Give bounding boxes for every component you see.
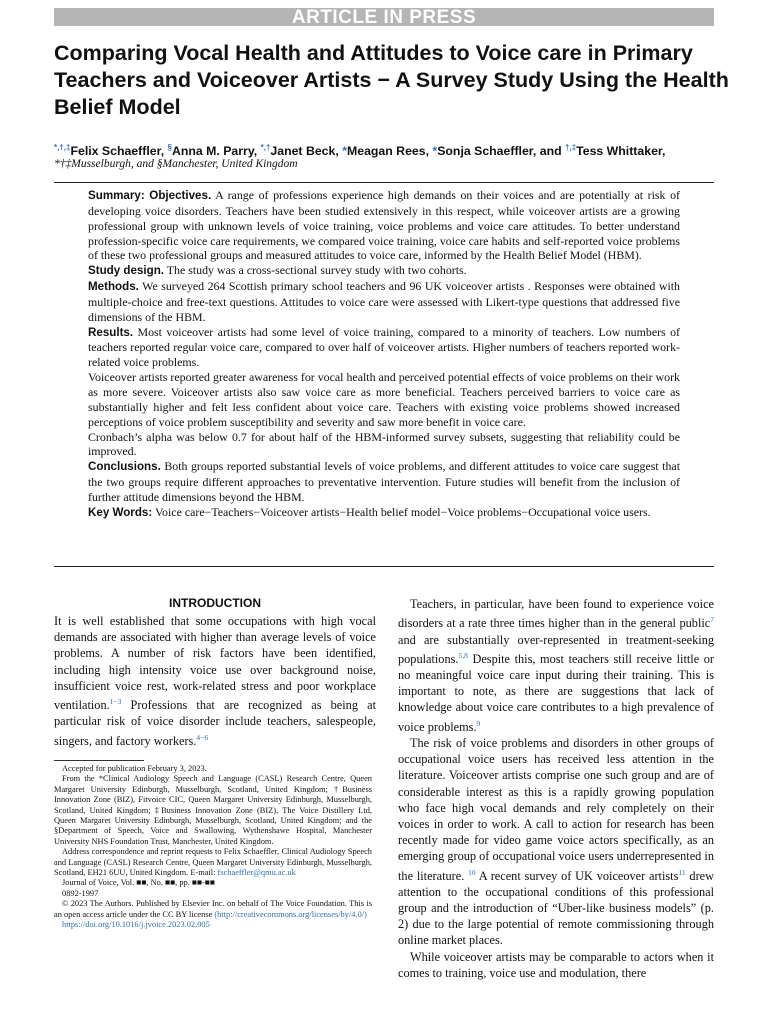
body-paragraph bbox=[398, 596, 714, 735]
email-link[interactable]: fschaeffler@qmu.ac.uk bbox=[217, 868, 296, 878]
footnote-rule bbox=[54, 760, 144, 761]
author-name[interactable]: Anna M. Parry, bbox=[171, 144, 258, 159]
citation-link[interactable]: 1−3 bbox=[109, 697, 122, 707]
design-label: Study design. bbox=[88, 264, 165, 278]
affil-star: * bbox=[342, 144, 347, 159]
footnote-accepted: Accepted for publication February 3, 2023. bbox=[62, 764, 207, 773]
body-text: The risk of voice problems and disorders in other groups of occupational voice users has received less attention in the literature. Voiceover artists comprise one such group and are of considerable interest as this is a rapidly growing population who face high vocal demands and rely completely on their voices in order to work. A call to action for research has been recently made for video game voice actors specifically, as an emerging group of occupational voice users underrepresented in the literature. bbox=[398, 735, 714, 883]
body-text: A recent survey of UK voiceover artists bbox=[475, 868, 679, 883]
abstract-top-rule bbox=[54, 182, 714, 183]
abstract-results-3: Cronbach’s alpha was below 0.7 for about half of the HBM-informed survey subsets, suggesting that reliability could be improved. bbox=[88, 429, 680, 459]
introduction-heading: INTRODUCTION bbox=[169, 596, 261, 610]
affil-marks: †,‡ bbox=[565, 143, 577, 152]
author-item bbox=[342, 144, 429, 158]
intro-paragraph bbox=[54, 613, 376, 749]
body-paragraph bbox=[398, 735, 714, 949]
intro-text: Professions that are recognized as being at particular risk of voice disorder include teachers, salespeople, singers, and factory workers. bbox=[54, 698, 376, 748]
author-name[interactable]: Sonja Schaeffler, and bbox=[437, 144, 562, 159]
objectives-text: A range of professions experience high demands on their voices and are potentially at risk of developing voice disorders. Teachers have been studied extensively in this respect, while voiceover artists are a growing professional group with unknown levels of voice training, voice problems and voice care attitudes. To better understand profession-specific voice care requirements, we compared voice training, voice care habits and self-reported voice problems of these two professional groups and measured attitudes to voice care, informed by the Health Belief Model (HBM). bbox=[88, 188, 680, 263]
license-link[interactable]: (http://creativecommons.org/licenses/by/4.0/) bbox=[214, 909, 367, 919]
author-item bbox=[54, 144, 164, 158]
methods-label: Methods. bbox=[88, 280, 139, 294]
citation-link[interactable]: 11 bbox=[678, 867, 686, 877]
citation-link[interactable]: 10 bbox=[468, 867, 476, 877]
abstract-keywords bbox=[88, 505, 680, 521]
keywords-text: Voice care−Teachers−Voiceover artists−Health belief model−Voice problems−Occupational voice users. bbox=[154, 504, 651, 519]
footnote-copyright bbox=[54, 899, 372, 920]
footnote-from: From the *Clinical Audiology Speech and Language (CASL) Research Centre, Queen Margaret University Edinburgh, Musselburgh, Scotland, United Kingdom; †Business Innovation Zone (BIZ), Fitvoice CIC, Queen Margaret University Edinburgh, Musselburgh, Scotland, United Kingdom; ‡Business Innovation Zone (BIZ), The Voice Distillery Ltd, Queen Margaret University Edinburgh, Musselburgh, Scotland, United Kingdom; and the §Department of Speech, Voice and Swallowing, Wythenshawe Hospital, Manchester University NHS Foundation Trust, Manchester, United Kingdom. bbox=[54, 774, 372, 846]
abstract-block bbox=[88, 188, 680, 521]
abstract-results-2: Voiceover artists reported greater awareness for vocal health and perceived potential effects of voice problems on their work as more severe. Voiceover artists also saw voice care as more beneficial. Teachers perceived barriers to voice care as substantially higher and felt less confident about voice care. Teachers with existing voice problems showed increased perceptions of voice problem susceptibility and severity and saw more benefit in voice care. bbox=[88, 370, 680, 429]
affil-marks: § bbox=[167, 143, 172, 152]
affil-marks: *,† bbox=[260, 143, 271, 152]
body-text: and are substantially over-represented in treatment-seeking populations. bbox=[398, 632, 714, 666]
results-label: Results. bbox=[88, 325, 134, 339]
author-item bbox=[565, 144, 665, 158]
affil-star: * bbox=[432, 144, 438, 159]
copyright-text: © 2023 The Authors. Published by Elsevier Inc. on behalf of The Voice Foundation. This is an open access article under the CC BY license bbox=[54, 899, 372, 919]
methods-text: We surveyed 264 Scottish primary school teachers and 96 UK voiceover artists . Responses were obtained with multiple-choice and free-text questions. Attitudes to voice care were assessed with Likert-type questions that addressed five dimensions of the HBM. bbox=[88, 279, 680, 324]
author-item bbox=[261, 144, 339, 158]
body-text: Teachers, in particular, have been found to experience voice disorders at a rate three times higher than in the general public bbox=[398, 597, 714, 631]
footnotes bbox=[54, 764, 372, 931]
author-name[interactable]: Felix Schaeffler, bbox=[70, 144, 165, 159]
footnote-journal: Journal of Voice, Vol. ■■, No. ■■, pp. ■■-■■ bbox=[62, 878, 215, 888]
abstract-results bbox=[88, 325, 680, 371]
abstract-conclusions bbox=[88, 459, 680, 505]
affiliation-line: *†‡Musselburgh, and §Manchester, United Kingdom bbox=[54, 158, 298, 170]
author-item bbox=[432, 144, 561, 158]
footnote-address bbox=[54, 847, 372, 878]
author-name[interactable]: Meagan Rees, bbox=[346, 144, 429, 159]
footnote-doi bbox=[54, 920, 372, 930]
conclusions-text: Both groups reported substantial levels of voice problems, and different attitudes to voice care suggest that the two groups require different approaches to preventative intervention. Future studies will benefit from the inclusion of further attitude dimensions beyond the HBM. bbox=[88, 459, 680, 504]
keywords-label: Key Words: bbox=[88, 505, 153, 519]
body-text: Despite this, most teachers still receive little or no meaningful voice care input during their training. This is important to note, as there are suggestions that lack of knowledge about voice care contributes to a high prevalence of voice problems. bbox=[398, 651, 714, 734]
objectives-label: Objectives. bbox=[149, 189, 212, 202]
right-column bbox=[398, 596, 714, 981]
footnote-issn: 0892-1997 bbox=[62, 888, 99, 898]
author-name[interactable]: Janet Beck, bbox=[270, 144, 339, 159]
results-text: Most voiceover artists had some level of voice training, compared to a minority of teachers. Low numbers of teachers reported regular voice care, compared to over half of voiceover artists. Higher numbers of teachers reported work-related voice problems. bbox=[88, 324, 680, 370]
design-text: The study was a cross-sectional survey study with two cohorts. bbox=[166, 263, 467, 278]
body-paragraph: While voiceover artists may be comparable to actors when it comes to training, voice use and modulation, there bbox=[398, 949, 714, 980]
abstract-design bbox=[88, 263, 680, 279]
article-in-press-banner: ARTICLE IN PRESS bbox=[54, 8, 714, 26]
abstract-bottom-rule bbox=[54, 566, 714, 567]
doi-link[interactable]: https://doi.org/10.1016/j.jvoice.2023.02.005 bbox=[62, 920, 210, 930]
affil-marks: *,†,‡ bbox=[54, 143, 71, 152]
citation-link[interactable]: 5,8 bbox=[458, 650, 468, 660]
address-text: Address correspondence and reprint requests to Felix Schaeffler, Clinical Audiology Speech and Language (CASL) Research Centre, Queen Margaret University Edinburgh, Musselburgh, Scotland, EH21 6UU, United Kingdom. E-mail: bbox=[54, 847, 372, 878]
citation-link[interactable]: 7 bbox=[710, 615, 714, 625]
abstract-methods bbox=[88, 279, 680, 325]
citation-link[interactable]: 9 bbox=[476, 718, 481, 728]
author-name[interactable]: Tess Whittaker, bbox=[576, 144, 666, 159]
abstract-objectives bbox=[88, 188, 680, 263]
left-column bbox=[54, 596, 376, 749]
conclusions-label: Conclusions. bbox=[88, 460, 161, 474]
intro-text: It is well established that some occupations with high vocal demands are associated with higher than average levels of voice problems. A number of risk factors have been identified, including high intensity voice use over background noise, insufficient voice rest, work-related stress and poor workplace ventilation. bbox=[54, 614, 376, 713]
summary-label: Summary: bbox=[88, 189, 145, 202]
body-text: drew attention to the occupational conditions of this professional group and the introduction of “Uber-like business models” (p. 2) due to the large potential of remote commissioning through online market places. bbox=[398, 868, 715, 948]
citation-link[interactable]: 4−6 bbox=[196, 732, 209, 742]
article-title: Comparing Vocal Health and Attitudes to Voice care in Primary Teachers and Voiceover Artists − A Survey Study Using the Health Belief Model bbox=[54, 41, 729, 119]
author-item bbox=[168, 144, 258, 158]
